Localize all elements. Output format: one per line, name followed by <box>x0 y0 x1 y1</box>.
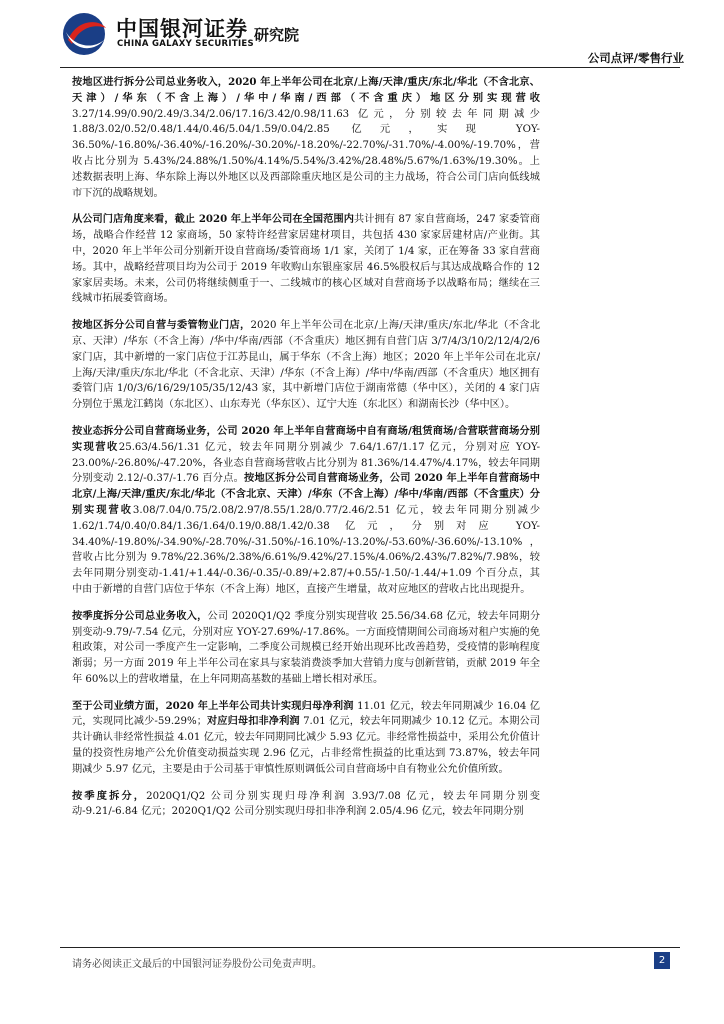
paragraph-lead-secondary: 对应归母扣非净利润 <box>206 715 300 728</box>
paragraph-text: 25.63/4.56/1.31 亿元，较去年同期分别减少 7.64/1.67/1.17 亿元，分别对应 YOY-23.00%/-26.80%/-47.20%，各业态自营商场营收占比分别为 81.36%/14.47%/4.17%，较去年同期分别变动 2.12/-0.37/-1.76 百分点。 <box>72 441 541 485</box>
galaxy-logo-icon <box>58 10 110 58</box>
paragraph-lead: 按业态拆分公司自营商场业务，公司 2020 年上半年自营商场中自有商场/租赁商场/合营联营商场分别实现营收 <box>72 424 540 453</box>
department-label: 研究院 <box>254 26 300 44</box>
paragraph-text-secondary: 7.01 亿元，较去年同期减少 10.12 亿元。本期公司共计确认非经常性损益 4.01 亿元，较去年同期同比减少 5.93 亿元。非经常性损益中，采用公允价值计量的投资性房地产公允价值变动损益实现 2.96 亿元，占非经常性损益的比重达到 73.87%，较去年同期减少 5.97 亿元，主要是由于公司基于审慎性原则调低公司自营商场中自有物业公允价值所致。 <box>72 716 540 775</box>
paragraph-profit <box>72 699 540 778</box>
header-divider <box>60 67 680 68</box>
paragraph-text: 3.27/14.99/0.90/2.49/3.34/2.06/17.16/3.42/0.98/11.63 亿元，分别较去年同期减少 1.88/3.02/0.52/0.48/1.44/0.46/5.04/1.59/0.04/2.85 亿元，实现 YOY-36.50%/-16.80%/-36.40%/-16.20%/-30.20%/-18.20%/-22.70%/-31.70%/-4.00%/-19.70%，营收占比分别为 5.43%/24.88%/1.50%/4.14%/5.54%/3.42%/28.48%/5.67%/1.63%/19.30%。上述数据表明上海、华东除上海以外地区以及西部除重庆地区是公司的主力战场，符合公司门店向低线城市下沉的战略规划。 <box>72 108 540 199</box>
paragraph-quarterly-revenue <box>72 609 540 688</box>
paragraph-lead: 从公司门店角度来看，截止 2020 年上半年公司在全国范围内 <box>72 213 354 226</box>
paragraph-text-secondary: 3.08/7.04/0.75/2.08/2.97/8.55/1.28/0.77/2.46/2.51 亿元，较去年同期分别减少 1.62/1.74/0.40/0.84/1.36/1.64/0.19/0.88/1.42/0.38 亿元，分别对应 YOY-34.40%/-19.80%/-34.90%/-28.70%/-31.50%/-16.10%/-13.20%/-53.60%/-36.60%/-13.10%，营收占比分别为 9.78%/22.36%/2.38%/6.61%/9.42%/27.15%/4.06%/2.43%/7.82%/7.98%，较去年同期分别变动-1.41/+1.44/-0.36/-0.35/-0.89/+2.87/+0.55/-1.50/-1.44/+1.09 个百分点，其中由于新增的自营门店位于华东（不含上海）地区，直接产生增量，故对应地区的营收占比出现提升。 <box>72 504 541 595</box>
brand-name-en: CHINA GALAXY SECURITIES <box>117 39 254 49</box>
paragraph-self-operated-business <box>72 424 540 598</box>
paragraph-regional-revenue <box>72 75 540 201</box>
paragraph-lead: 按地区进行拆分公司总业务收入，2020 年上半年公司在北京/上海/天津/重庆/东北/华北（不含北京、天津）/华东（不含上海）/华中/华南/西部（不含重庆）地区分别实现营收 <box>72 76 540 104</box>
paragraph-text: 11.01 亿元，较去年同期减少 16.04 亿元，实现同比减少-59.29%； <box>72 700 540 728</box>
report-category: 公司点评/零售行业 <box>587 51 684 65</box>
paragraph-store-overview <box>72 212 540 307</box>
paragraph-lead: 按地区拆分公司自营与委管物业门店， <box>72 319 251 332</box>
page-number: 2 <box>654 952 670 969</box>
paragraph-text: 2020Q1/Q2 公司分别实现归母净利润 3.93/7.08 亿元，较去年同期分别变动-9.21/-6.84 亿元；2020Q1/Q2 公司分别实现归母扣非净利润 2.05/4.96 亿元，较去年同期分别 <box>72 790 540 818</box>
paragraph-quarterly-profit <box>72 789 540 821</box>
paragraph-text: 共计拥有 87 家自营商场，247 家委管商场，战略合作经营 12 家商场，50 家特许经营家居建材项目，共包括 430 家家居建材店/产业街。其中，2020 年上半年公司分别新开设自营商场/委管商场 1/1 家，关闭了 1/4 家，正在筹备 33 家自营商场。其中，战略经营项目均为公司于 2019 年收购山东银座家居 46.5%股权后与其达成战略合作的 12 家家居卖场。未来，公司仍将继续侧重于一、二线城市的核心区域对自营商场予以战略布局；继续在三线城市拓展委管商场。 <box>72 214 541 305</box>
paragraph-store-by-region <box>72 318 540 413</box>
footer-disclaimer: 请务必阅读正文最后的中国银河证券股份公司免责声明。 <box>72 959 322 970</box>
brand-name-cn: 中国银河证券 <box>116 17 248 41</box>
paragraph-text: 2020 年上半年公司在北京/上海/天津/重庆/东北/华北（不含北京、天津）/华东（不含上海）/华中/华南/西部（不含重庆）地区拥有自营门店 3/7/4/3/10/2/12/4/2/6 家门店，其中新增的一家门店位于江苏昆山，属于华东（不含上海）地区；2020 年上半年公司在北京/上海/天津/重庆/东北/华北（不含北京、天津）/华东（不含上海）/华中/华南/西部（不含重庆）地区拥有委管门店 1/0/3/6/16/29/105/35/12/43 家，其中新增门店位于湖南常德（华中区），关闭的 4 家门店分别位于黑龙江鹤岗（东北区）、山东寿光（华东区）、辽宁大连（东北区）和湖南长沙（华中区）。 <box>72 320 541 411</box>
page-header <box>0 0 724 70</box>
report-body <box>72 75 540 831</box>
paragraph-lead: 至于公司业绩方面，2020 年上半年公司共计实现归母净利润 <box>72 699 354 712</box>
paragraph-lead-secondary: 按地区拆分公司自营商场业务，公司 2020 年上半年自营商场中北京/上海/天津/重庆/东北/华北（不含北京、天津）/华东（不含上海）/华中/华南/西部（不含重庆）分别实现营收 <box>72 472 540 516</box>
paragraph-text: 公司 2020Q1/Q2 季度分别实现营收 25.56/34.68 亿元，较去年同期分别变动-9.79/-7.54 亿元，分别对应 YOY-27.69%/-17.86%。一方面疫情期间公司商场对租户实施的免租政策，对公司一季度产生一定影响，二季度公司规模已经开始出现环比改善趋势，受疫情的影响程度渐弱；另一方面 2019 年上半年公司在家具与家装消费淡季加大营销力度与创新营销，贡献 2019 年全年 60%以上的营收增量，在上年同期高基数的基础上增长相对承压。 <box>72 610 541 685</box>
footer-divider <box>60 947 680 948</box>
paragraph-lead: 按季度拆分公司总业务收入， <box>72 609 208 622</box>
paragraph-lead: 按季度拆分， <box>72 789 147 802</box>
